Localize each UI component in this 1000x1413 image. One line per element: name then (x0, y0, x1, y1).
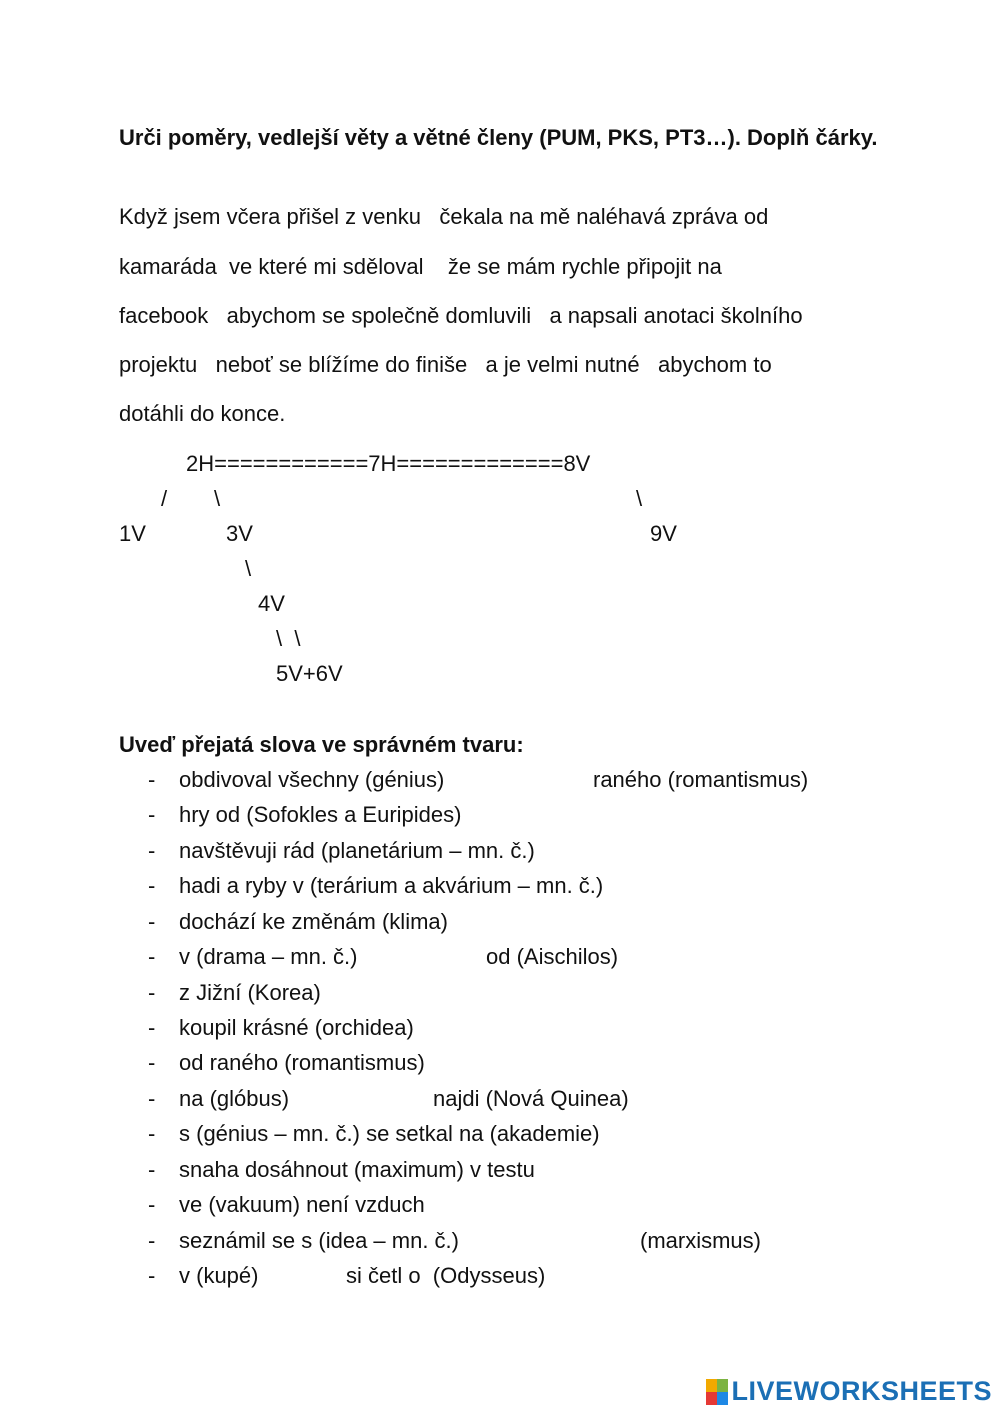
diagram-branch-4v: \ \ (276, 626, 301, 651)
diagram-node-4v: 4V (258, 591, 285, 616)
paragraph-line-4: projektu neboť se blížíme do finiše a je velmi nutné abychom to (119, 352, 772, 377)
list-item-text: s (génius – mn. č.) se setkal na (akademie) (179, 1121, 600, 1146)
list-dash: - (148, 1228, 156, 1253)
list-dash: - (148, 1157, 156, 1182)
list-item-text: snaha dosáhnout (maximum) v testu (179, 1157, 535, 1182)
list-dash: - (148, 767, 156, 792)
list-dash: - (148, 873, 156, 898)
diagram-branch-8v: \ (636, 486, 643, 511)
list-item-text: seznámil se s (idea – mn. č.) (179, 1228, 459, 1253)
diagram-node-1v: 1V (119, 521, 146, 546)
diagram-main-clauses: 2H============7H=============8V (186, 451, 591, 476)
list-dash: - (148, 838, 156, 863)
list-item-text: obdivoval všechny (génius) (179, 767, 445, 792)
list-dash: - (148, 1263, 156, 1288)
list-item-text-2: (marxismus) (640, 1228, 761, 1253)
task1-title: Urči poměry, vedlejší věty a větné členy (PUM, PKS, PT3…). Doplň čárky. (119, 125, 878, 150)
list-item-text-2: najdi (Nová Quinea) (433, 1086, 629, 1111)
paragraph-line-5: dotáhli do konce. (119, 401, 286, 426)
list-item-text: hadi a ryby v (terárium a akvárium – mn. č.) (179, 873, 604, 898)
paragraph-line-3: facebook abychom se společně domluvili a napsali anotaci školního (119, 303, 803, 328)
diagram-node-9v: 9V (650, 521, 677, 546)
list-item-text: hry od (Sofokles a Euripides) (179, 802, 462, 827)
list-dash: - (148, 1050, 156, 1075)
task2-title: Uveď přejatá slova ve správném tvaru: (119, 732, 524, 757)
list-item-text-2: od (Aischilos) (486, 944, 619, 969)
list-dash: - (148, 980, 156, 1005)
paragraph-line-1: Když jsem včera přišel z venku čekala na mě naléhavá zpráva od (119, 204, 769, 229)
badge-cell (717, 1379, 728, 1392)
badge-cell (717, 1392, 728, 1405)
diagram-node-3v: 3V (226, 521, 253, 546)
list-dash: - (148, 1086, 156, 1111)
list-item-text: navštěvuji rád (planetárium – mn. č.) (179, 838, 535, 863)
logo-text: LIVEWORKSHEETS (731, 1376, 992, 1406)
list-item-text: od raného (romantismus) (179, 1050, 425, 1075)
list-dash: - (148, 1015, 156, 1040)
diagram-branch-3v: \ (245, 556, 252, 581)
list-dash: - (148, 909, 156, 934)
list-item-text-2: raného (romantismus) (593, 767, 809, 792)
liveworksheets-badge-icon (706, 1379, 728, 1405)
list-dash: - (148, 944, 156, 969)
list-item-text: v (kupé) (179, 1263, 259, 1288)
list-item-text-2: si četl o (Odysseus) (346, 1263, 546, 1288)
list-dash: - (148, 1121, 156, 1146)
liveworksheets-logo[interactable] (706, 1376, 992, 1407)
list-item-text: dochází ke změnám (klima) (179, 909, 448, 934)
list-item-text: z Jižní (Korea) (179, 980, 321, 1005)
diagram-branch-left: / (161, 486, 168, 511)
badge-cell (706, 1392, 717, 1405)
list-item-text: v (drama – mn. č.) (179, 944, 358, 969)
badge-cell (706, 1379, 717, 1392)
list-dash: - (148, 1192, 156, 1217)
list-item-text: koupil krásné (orchidea) (179, 1015, 414, 1040)
diagram-branch-right: \ (214, 486, 221, 511)
paragraph-line-2: kamaráda ve které mi sděloval že se mám rychle připojit na (119, 254, 722, 279)
list-item-text: na (glóbus) (179, 1086, 290, 1111)
diagram-node-5v-6v: 5V+6V (276, 661, 343, 686)
list-dash: - (148, 802, 156, 827)
list-item-text: ve (vakuum) není vzduch (179, 1192, 425, 1217)
